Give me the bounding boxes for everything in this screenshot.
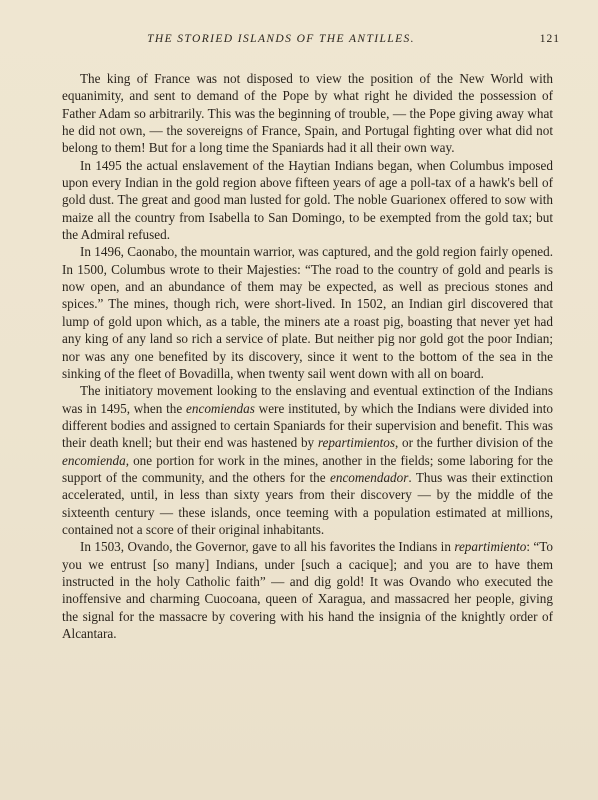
text-run: In 1503, Ovando, the Governor, gave to all his favorites the Indians in xyxy=(80,539,455,555)
paragraph xyxy=(62,243,553,382)
italic-term: encomiendas xyxy=(186,400,255,416)
text-run: were instituted, by which the Indians were divided into different bodies and assigned to certain Spaniards for their supervision and benefit. This was their death knell; but their end was hastened by xyxy=(62,400,553,451)
text-run: In 1495 the actual enslavement of the Haytian Indians began, when Columbus imposed upon every Indian in the gold region above fifteen years of age a poll-tax of a hawk's bell of gold dust. The great and good man lusted for gold. The noble Guarionex offered to sow with maize all the country from Isabella to San Domingo, to be exempted from the gold tax; but the Admiral refused. xyxy=(62,157,553,243)
running-head xyxy=(62,33,560,51)
paragraph xyxy=(62,70,553,157)
paragraph xyxy=(62,157,553,244)
page-number: 121 xyxy=(539,33,560,45)
italic-term: encomienda xyxy=(62,452,126,468)
text-run: In 1496, Caonabo, the mountain warrior, was captured, and the gold region fairly opened. In 1500, Columbus wrote to their Majesties: “The road to the country of gold and pearls is now open, and an abundance of them may be expected, as well as precious stones and spices.” The mines, though rich, were short-lived. In 1502, an Indian girl discovered that lump of gold upon which, as a table, the miners ate a roast pig, boasting that never yet had any king of any land so rich a service of plate. But neither pig nor gold got the poor Indian; nor was any one benefited by its discovery, since it went to the bottom of the sea in the sinking of the fleet of Bovadilla, when twenty sail went down with all on board. xyxy=(62,244,553,381)
text-run: : “To you we entrust [so many] Indians, under [such a cacique]; and you are to have them instructed in the holy Catholic faith” — and dig gold! It was Ovando who executed the inoffensive and charming Cuocoana, queen of Xaragua, and massacred her people, giving the signal for the massacre by covering with his hand the insignia of the knightly order of Alcantara. xyxy=(62,539,553,641)
paragraph xyxy=(62,382,553,538)
italic-term: repartimiento xyxy=(454,539,527,555)
paragraph xyxy=(62,538,553,642)
text-run: The king of France was not disposed to view the position of the New World with equanimity, and sent to demand of the Pope by what right he divided the possession of Father Adam so arbitrarily. This was the beginning of trouble, — the Pope giving away what he did not own, — the sovereigns of France, Spain, and Portugal fighting over what did not belong to them! But for a long time the Spaniards had it all their own way. xyxy=(62,71,553,156)
body-text xyxy=(62,70,553,642)
italic-term: repartimientos xyxy=(317,435,395,451)
text-run: , one portion for work in the mines, another in the fields; some laboring for the support of the community, and the others for the xyxy=(62,452,553,485)
text-run: . Thus was their extinction accelerated, until, in less than sixty years from their discovery — by the middle of the sixteenth century — these islands, once teeming with a population estimated at millions, contained not a score of their original inhabitants. xyxy=(62,469,553,537)
text-run: , or the further division of the xyxy=(395,435,553,451)
text-run: The initiatory movement looking to the enslaving and eventual extinction of the Indians was in 1495, when the xyxy=(62,383,553,416)
running-head-title: THE STORIED ISLANDS OF THE ANTILLES. xyxy=(147,33,415,45)
italic-term: encomendador xyxy=(330,469,409,485)
